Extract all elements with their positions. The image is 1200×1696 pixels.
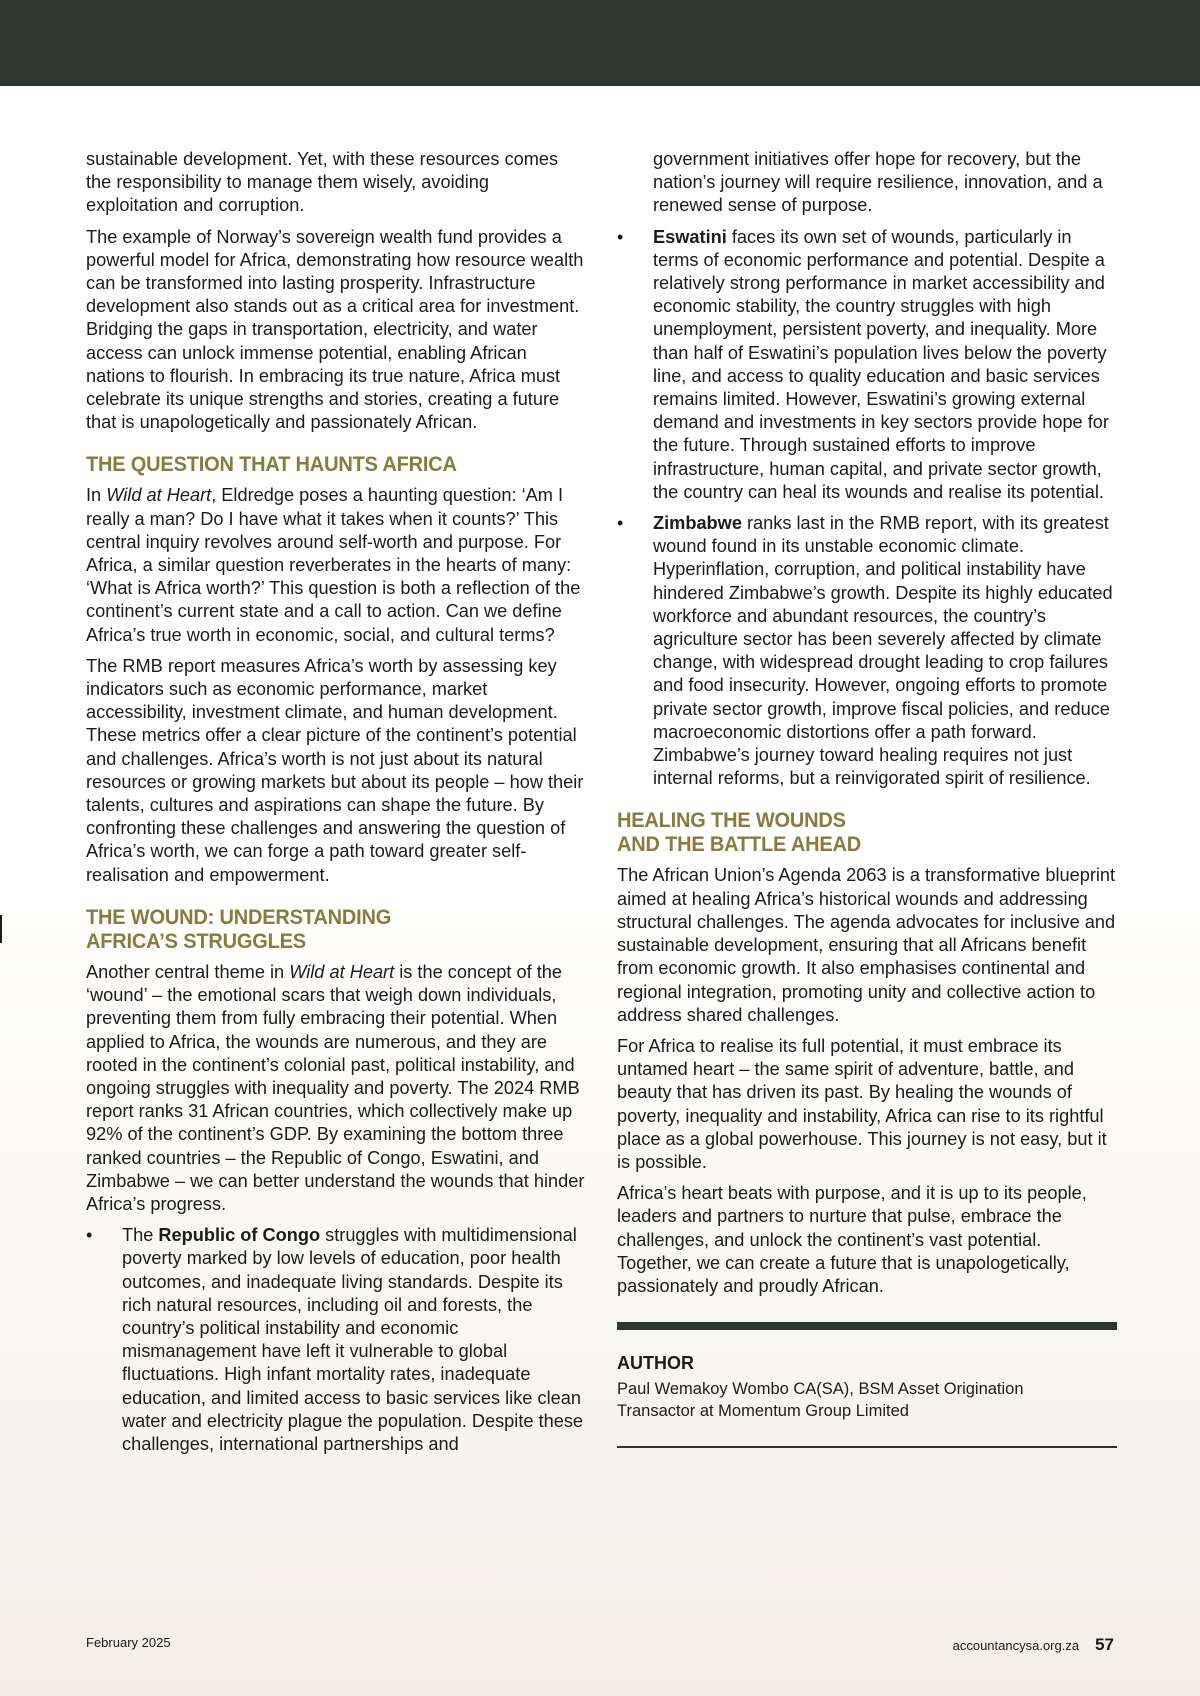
author-bio: Paul Wemakoy Wombo CA(SA), BSM Asset Origination Transactor at Momentum Group Limited [617,1380,1024,1420]
paragraph: Africa’s heart beats with purpose, and it is up to its people, leaders and partners to nurture that pulse, embrace the challenges, and unlock the continent’s vast potential. Together, we can create a future that is unapologetically, passionately and proudly African. [617,1183,1087,1296]
paragraph: The example of Norway’s sovereign wealth fund provides a powerful model for Africa, demonstrating how resource wealth can be transformed into lasting prosperity. Infrastructure development also stands out as a critical area for investment. Bridging the gaps in transportation, electricity, and water access can unlock immense potential, enabling African nations to flourish. In embracing its true nature, Africa must celebrate its unique strengths and stories, creating a future that is unapologetically and passionately African. [86,226,584,433]
left-column [86,148,586,1464]
bullet-icon: • [617,513,624,534]
country-list [617,226,1117,791]
paragraph: sustainable development. Yet, with these resources comes the responsibility to manage them wisely, avoiding exploitation and corruption. [86,149,559,216]
right-column [617,148,1117,1448]
paragraph: For Africa to realise its full potential, it must embrace its untamed heart – the same spirit of adventure, battle, and beauty that has driven its past. By healing the wounds of poverty, inequality and instability, Africa can rise to its rightful place as a global powerhouse. This journey is not easy, but it is possible. [617,1035,1107,1172]
author-divider [617,1322,1117,1330]
list-item: • Zimbabwe ranks last in the RMB report, with its greatest wound found in its unstable economic climate. Hyperinflation, corruption, and political instability have hindered Zimbabwe’s growth. Despite its highly educated workforce and abundant resources, the country’s agriculture sector has been severely affected by climate change, with widespread drought leading to crop failures and food insecurity. However, ongoing efforts to promote private sector growth, improve fiscal policies, and reduce macroeconomic distortions offer a path forward. Zimbabwe’s journey toward healing requires not just internal reforms, but a reinvigorated spirit of resilience. [617,513,1113,789]
list-item: • The Republic of Congo struggles with multidimensional poverty marked by low levels of education, poor health outcomes, and inadequate living standards. Despite its rich natural resources, including oil and forests, the country’s political instability and economic mismanagement have left it vulnerable to global fluctuations. High infant mortality rates, inadequate education, and limited access to basic services like clean water and electricity plague the population. Despite these challenges, international partnerships and [86,1225,584,1454]
section-heading: THE WOUND: UNDERSTANDING AFRICA’S STRUGGLES [86,904,392,953]
bullet-icon: • [617,226,624,247]
list-item-continued: government initiatives offer hope for recovery, but the nation’s journey will require resilience, innovation, and a renewed sense of purpose. [653,149,1103,216]
issue-date: February 2025 [86,1635,171,1650]
paragraph: The RMB report measures Africa’s worth by assessing key indicators such as economic performance, market accessibility, investment climate, and human development. These metrics offer a clear picture of the continent’s potential and challenges. Africa’s worth is not just about its natural resources or growing markets but about its people – how their talents, cultures and aspirations can shape the future. By confronting these challenges and answering the question of Africa’s worth, we can forge a path toward greater self-realisation and empowerment. [86,655,584,885]
paragraph: Another central theme in Wild at Heart is the concept of the ‘wound’ – the emotional scars that weigh down individuals, preventing them from fully embracing their potential. When applied to Africa, the wounds are numerous, and they are rooted in the continent’s colonial past, political instability, and ongoing struggles with inequality and poverty. The 2024 RMB report ranks 31 African countries, which collectively make up 92% of the continent’s GDP. By examining the bottom three ranked countries – the Republic of Congo, Eswatini, and Zimbabwe – we can better understand the wounds that hinder Africa’s progress. [86,961,585,1214]
paragraph: In Wild at Heart, Eldredge poses a haunting question: ‘Am I really a man? Do I have what it takes when it counts?’ This central inquiry revolves around self-worth and purpose. For Africa, a similar question reverberates in the hearts of many: ‘What is Africa worth?’ This question is both a reflection of the continent’s current state and a call to action. Can we define Africa’s true worth in economic, social, and cultural terms? [86,485,581,645]
paragraph: The African Union’s Agenda 2063 is a transformative blueprint aimed at healing Africa’s historical wounds and addressing structural challenges. The agenda advocates for inclusive and sustainable development, ensuring that all Africans benefit from economic growth. It also emphasises continental and regional integration, promoting unity and collective action to address shared challenges. [617,865,1116,1025]
list-item: • Eswatini faces its own set of wounds, particularly in terms of economic performance and potential. Despite a relatively strong performance in market accessibility and economic stability, the country struggles with high unemployment, persistent poverty, and inequality. More than half of Eswatini’s population lives below the poverty line, and access to quality education and basic services remains limited. However, Eswatini’s growing external demand and investments in key sectors provide hope for the future. Through sustained efforts to improve infrastructure, human capital, and private sector growth, the country can heal its wounds and realise its potential. [617,226,1109,502]
author-title: AUTHOR [617,1353,694,1374]
margin-mark [0,915,2,943]
footer-right [953,1635,1114,1655]
page-number: 57 [1095,1635,1114,1654]
bullet-icon: • [86,1225,93,1246]
site-link[interactable]: accountancysa.org.za [952,1638,1080,1653]
author-bottom-rule [617,1446,1117,1448]
country-list [86,1224,586,1456]
section-heading: HEALING THE WOUNDS AND THE BATTLE AHEAD [617,808,861,857]
top-banner [0,0,1200,86]
section-heading: THE QUESTION THAT HAUNTS AFRICA [86,452,457,477]
